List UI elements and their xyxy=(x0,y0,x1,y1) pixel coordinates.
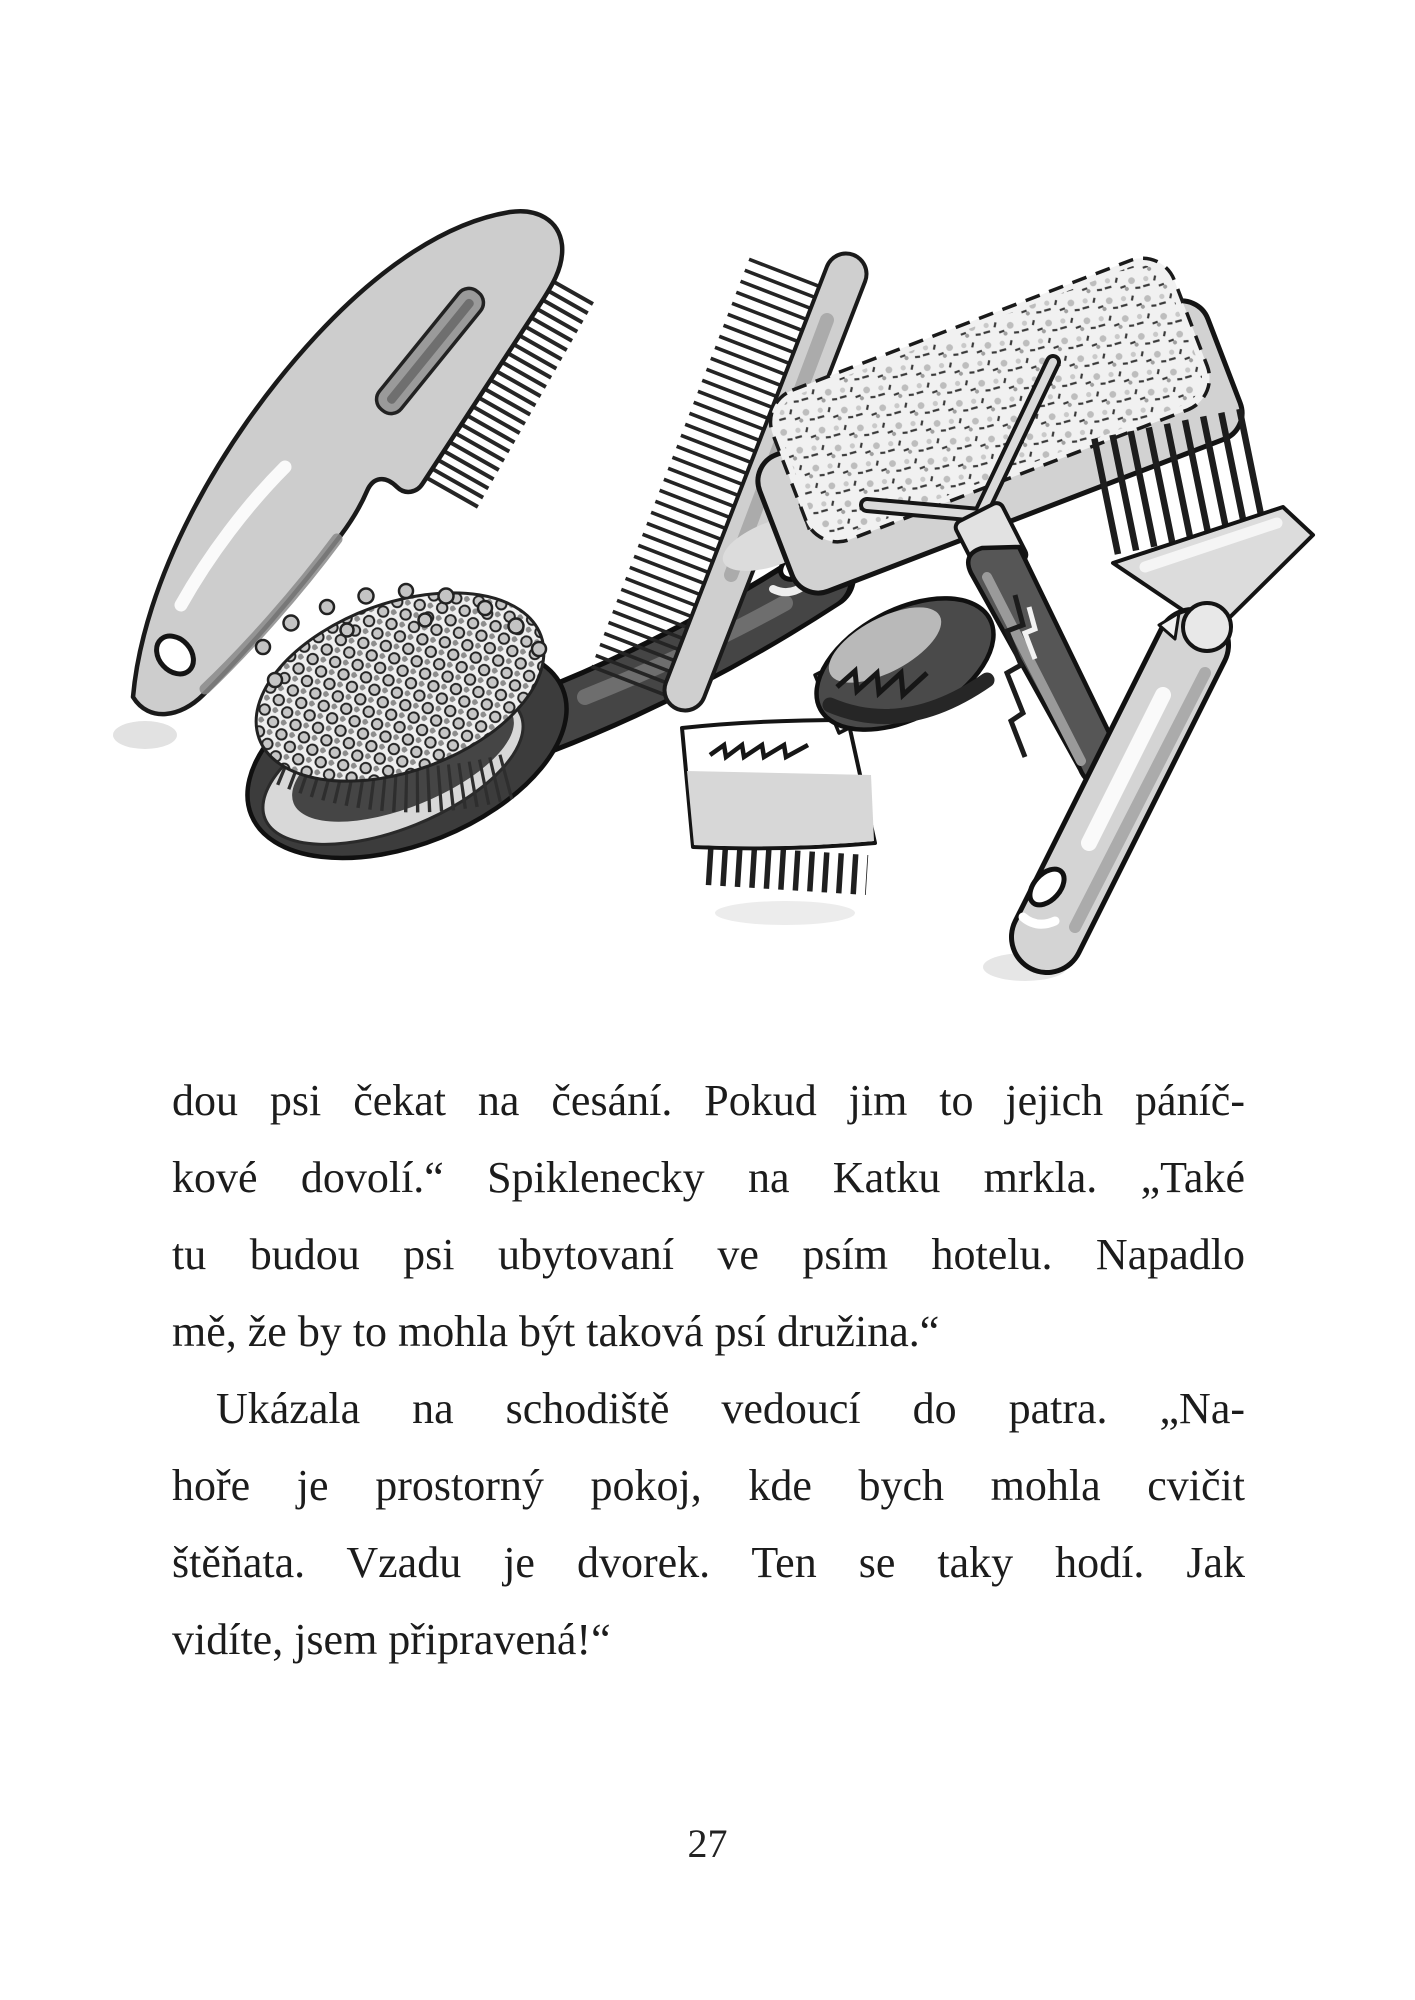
text-line: dou psi čekat na česání. Pokud jim to jejich páníč- xyxy=(172,1076,1245,1125)
text-line: Ukázala na schodiště vedoucí do patra. „Na- xyxy=(216,1384,1245,1433)
page-number: 27 xyxy=(687,1821,728,1866)
text-line: vidíte, jsem připravená!“ xyxy=(172,1615,611,1664)
body-text xyxy=(172,1062,1245,1678)
text-line: štěňata. Vzadu je dvorek. Ten se taky hodí. Jak xyxy=(172,1538,1245,1587)
text-line: tu budou psi ubytovaní ve psím hotelu. Napadlo xyxy=(172,1230,1245,1279)
text-line: kové dovolí.“ Spiklenecky na Katku mrkla. „Také xyxy=(172,1153,1245,1202)
illustration-grooming-tools xyxy=(85,175,1335,1005)
rake-comb xyxy=(983,465,1313,981)
text-line: mě, že by to mohla být taková psí družina.“ xyxy=(172,1307,940,1356)
text-line: hoře je prostorný pokoj, kde bych mohla cvičit xyxy=(172,1461,1245,1510)
